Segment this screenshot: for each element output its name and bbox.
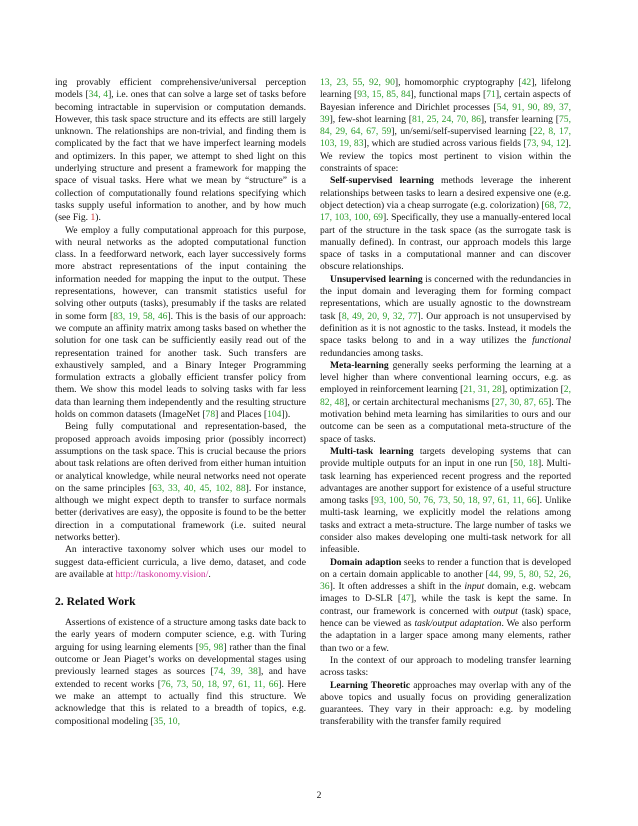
citation[interactable]: 93, 15, 85, 84	[357, 89, 411, 101]
citation[interactable]: 35, 10,	[153, 715, 180, 727]
paragraph-domain-adaption: Domain adaption seeks to render a function that is developed on a certain domain applicable to another [44, 99, 5, 80, 52, 26, 36]. It often addresses a shift in the input domain, e.g. webcam images to D-SLR [47], while the task is kept the same. In contrast, our framework is concerned with output (task) space, hence can be viewed as task/output adaptation. We also perform the adaptation in a larger space among many elements, rather than two or a few.	[320, 556, 572, 654]
paragraph-learning-theoretic: Learning Theoretic approaches may overlap with any of the above topics and usually focus on providing generalization guarantees. They vary in their approach: e.g. by modeling transferability with the transfer family required	[320, 679, 572, 728]
paragraph-computational: Being fully computational and representation-based, the proposed approach avoids imposing prior (possibly incorrect) assumptions on the task space. This is crucial because the priors about task relations are often derived from either human intuition or analytical knowledge, while neural networks need not operate on the same principles [63, 33, 40, 45, 102, 88]. For instance, although we might expect depth to transfer to surface normals better (derivatives are easy), the opposite is found to be the better direction in a computational framework (i.e. suited neural networks better).	[55, 421, 306, 543]
citation[interactable]: 81, 25, 24, 70, 86	[411, 113, 481, 125]
citation[interactable]: 63, 33, 40, 45, 102, 88	[152, 482, 246, 494]
citation[interactable]: 71	[486, 89, 496, 101]
citation[interactable]: 44, 99, 5, 80, 52, 26, 36	[320, 568, 572, 593]
citation[interactable]: 47	[401, 593, 411, 605]
citation[interactable]: 50, 18	[513, 458, 538, 470]
citation[interactable]: 83, 19, 58, 46	[113, 310, 168, 322]
term-domain-adaption: Domain adaption	[330, 556, 402, 568]
paragraph-related-intro: Assertions of existence of a structure among tasks date back to the early years of modern computer science, e.g. with Turing arguing for using learning elements [95, 98] rather than the final outcome or Jean Piaget’s works on developmental stages using previously learned stages as sources [74, 39, 38], and have extended to recent works [76, 73, 50, 18, 97, 61, 11, 66]. Here we make an attempt to actually find this structure. We acknowledge that this is related to a breadth of topics, e.g. compositional modeling [35, 10,	[55, 617, 307, 727]
citation[interactable]: 76, 73, 50, 18, 97, 61, 11, 66	[160, 678, 279, 690]
term-self-supervised: Self-supervised learning	[330, 175, 434, 187]
citation[interactable]: 95, 98	[198, 641, 224, 653]
citation[interactable]: 22, 8, 17, 103, 19, 83	[320, 126, 571, 150]
paragraph-approach: We employ a fully computational approach for this purpose, with neural networks as the adopted computational function class. In a feedforward network, each layer successively forms more abstract representations of the input containing the information needed for mapping the input to the output. These representations, however, can transmit statistics useful for solving other outputs (tasks), presumably if the tasks are related in some form [83, 19, 58, 46]. This is the basis of our approach: we compute an affinity matrix among tasks based on whether the solution for one task can be sufficiently easily read out of the representation trained for another task. Such transfers are exhaustively sampled, and a Binary Integer Programming formulation extracts a globally efficient transfer policy from them. We show this model leads to solving tasks with far less data than learning them independently and the resulting structure holds on common datasets (ImageNet [78] and Places [104]).	[55, 224, 306, 421]
paragraph-availability: An interactive taxonomy solver which uses our model to suggest data-efficient curricula, a live demo, dataset, and code are available at http://taskonomy.vision/.	[55, 544, 306, 580]
citation[interactable]: 42	[521, 77, 532, 88]
citation[interactable]: 78	[205, 409, 216, 421]
term-multi-task: Multi-task learning	[330, 445, 414, 457]
section-heading: 2. Related Work	[55, 595, 136, 609]
paragraph-meta-learning: Meta-learning generally seeks performing the learning at a level higher than where conventional learning occurs, e.g. as employed in reinforcement learning [21, 31, 28], optimization [2, 82, 48], or certain architectural mechanisms [27, 30, 87, 65]. The motivation behind meta learning has similarities to ours and our outcome can be seen as a computational meta-structure of the space of tasks.	[320, 359, 572, 445]
term-meta-learning: Meta-learning	[330, 359, 389, 371]
paragraph-context: In the context of our approach to modeling transfer learning across tasks:	[320, 654, 571, 679]
citation[interactable]: 54, 91, 90, 89, 37, 39	[320, 101, 571, 125]
paragraph-unsupervised: Unsupervised learning is concerned with the redundancies in the input domain and leveraging them for forming compact representations, which are usually agnostic to the downstream task [8, 49, 20, 9, 32, 77]. Our approach is not unsupervised by definition as it is not agnostic to the tasks. Instead, it models the space tasks belong to and in a way utilizes the functional redundancies among tasks.	[320, 273, 572, 359]
term-unsupervised: Unsupervised learning	[330, 273, 423, 285]
right-column	[320, 77, 571, 729]
citation[interactable]: 74, 39, 38	[213, 666, 258, 678]
citation[interactable]: 2, 82, 48	[320, 384, 571, 408]
citation[interactable]: 73, 94, 12	[526, 138, 566, 150]
citation[interactable]: 75, 84, 29, 64, 67, 59	[320, 113, 571, 138]
project-url-link[interactable]: http://taskonomy.vision/	[115, 568, 209, 580]
paragraph-multi-task: Multi-task learning targets developing systems that can provide multiple outputs for an input in one run [50, 18]. Multi-task learning has experienced recent progress and the reported advantages are another support for existence of a useful structure among tasks [93, 100, 50, 76, 73, 50, 18, 97, 61, 11, 66]. Unlike multi-task learning, we explicitly model the relations among tasks and extract a meta-structure. The large number of tasks we consider also makes developing one multi-task network for all infeasible.	[320, 445, 572, 556]
paragraph-intro-continued: ing provably efficient comprehensive/universal perception models [34, 4], i.e. ones that can solve a large set of tasks before becoming intractable in supervision or computation demands. However, this task space structure and its effects are still largely unknown. The relationships are non-trivial, and finding them is complicated by the fact that we have imperfect learning models and optimizers. In this paper, we attempt to shed light on this underlying structure and present a framework for mapping the space of visual tasks. Here what we mean by “structure” is a collection of computationally found relations specifying which tasks supply useful information to another, and by how much (see Fig. 1).	[55, 77, 307, 224]
paragraph-self-supervised: Self-supervised learning methods leverage the inherent relationships between tasks to learn a desired expensive one (e.g. object detection) via a cheap surrogate (e.g. colorization) [68, 72, 17, 103, 100, 69]. Specifically, they use a manually-entered local part of the structure in the task space (as the surrogate task is manually defined). In contrast, our approach models this large space of tasks in a computational manner and can discover obscure relationships.	[320, 175, 571, 273]
citation[interactable]: 34, 4	[88, 89, 109, 101]
paragraph-topics: 13, 23, 55, 92, 90], homomorphic cryptography [42], lifelong learning [93, 15, 85, 84], functional maps [71], certain aspects of Bayesian inference and Dirichlet processes [54, 91, 90, 89, 37, 39], few-shot learning [81, 25, 24, 70, 86], transfer learning [75, 84, 29, 64, 67, 59], un/semi/self-supervised learning [22, 8, 17, 103, 19, 83], which are studied across various fields [73, 94, 12]. We review the topics most pertinent to vision within the constraints of space:	[320, 77, 572, 175]
page-number: 2	[316, 790, 322, 801]
term-learning-theoretic: Learning Theoretic	[330, 679, 411, 691]
citation[interactable]: 104	[267, 409, 282, 421]
citation[interactable]: 21, 31, 28	[463, 384, 502, 396]
citation[interactable]: 13, 23, 55, 92, 90	[320, 77, 395, 88]
citation[interactable]: 93, 100, 50, 76, 73, 50, 18, 97, 61, 11, 66	[374, 495, 537, 507]
citation[interactable]: 27, 30, 87, 65	[495, 396, 549, 408]
citation[interactable]: 68, 72, 17, 103, 100, 69	[320, 199, 571, 224]
left-column	[55, 77, 306, 728]
citation[interactable]: 8, 49, 20, 9, 32, 77	[341, 310, 418, 322]
figure-reference[interactable]: 1	[90, 212, 96, 224]
